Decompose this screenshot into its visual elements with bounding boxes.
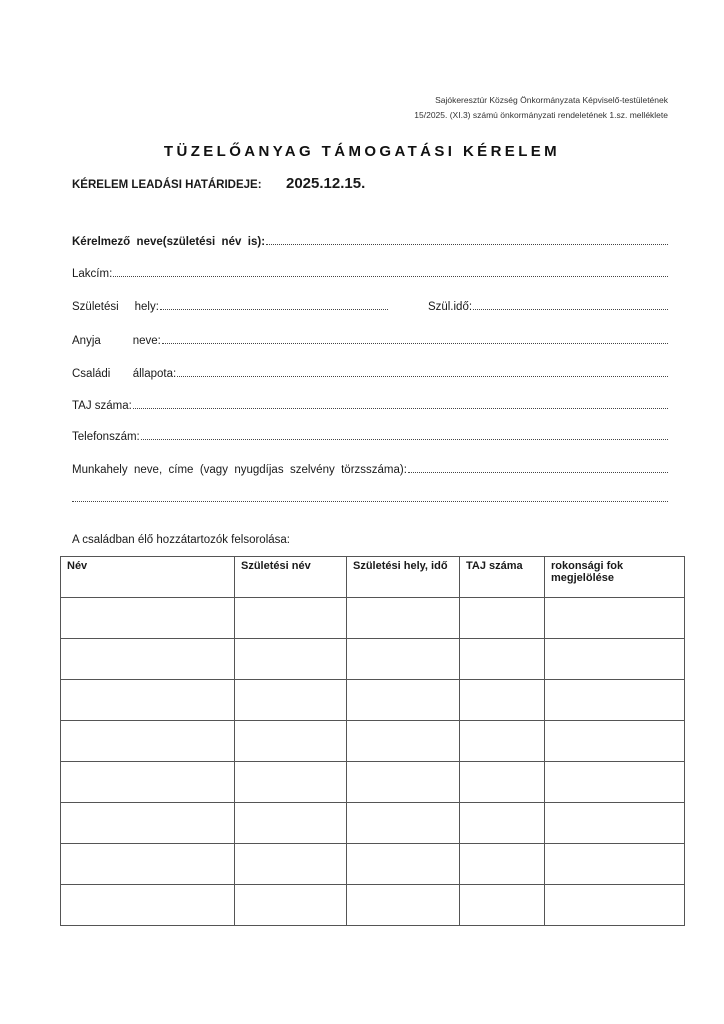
taj-number-field[interactable] (72, 396, 668, 412)
header-name: Név (61, 557, 235, 598)
cell[interactable] (460, 844, 545, 885)
header-note-line2: 15/2025. (XI.3) számú önkormányzati rendeletének 1.sz. melléklete (414, 110, 668, 120)
workplace-field[interactable] (72, 460, 668, 476)
birth-date-label: Szül.idő: (427, 301, 473, 313)
marital-status-line[interactable] (177, 375, 668, 377)
family-members-table (60, 556, 685, 926)
marital-status-label: Családi állapota: (72, 368, 177, 380)
cell[interactable] (545, 762, 685, 803)
header-birth-place-date: Születési hely, idő (347, 557, 460, 598)
cell[interactable] (347, 803, 460, 844)
cell[interactable] (347, 680, 460, 721)
cell[interactable] (235, 844, 347, 885)
cell[interactable] (347, 639, 460, 680)
cell[interactable] (61, 803, 235, 844)
table-row (61, 680, 685, 721)
address-label: Lakcím: (72, 268, 113, 280)
cell[interactable] (545, 680, 685, 721)
birth-field[interactable] (72, 297, 668, 313)
cell[interactable] (347, 721, 460, 762)
workplace-continuation-field[interactable] (72, 489, 668, 505)
applicant-name-label: Kérelmező neve(születési név is): (72, 236, 266, 248)
table-row (61, 762, 685, 803)
cell[interactable] (460, 639, 545, 680)
mother-name-line[interactable] (162, 342, 668, 344)
phone-label: Telefonszám: (72, 431, 140, 443)
address-line[interactable] (113, 275, 668, 277)
cell[interactable] (61, 721, 235, 762)
members-caption: A családban élő hozzátartozók felsorolása: (72, 534, 290, 546)
birth-place-line[interactable] (160, 308, 388, 310)
cell[interactable] (235, 639, 347, 680)
cell[interactable] (460, 598, 545, 639)
cell[interactable] (61, 680, 235, 721)
birth-place-label: Születési hely: (72, 301, 159, 313)
phone-line[interactable] (141, 438, 668, 440)
cell[interactable] (460, 803, 545, 844)
cell[interactable] (545, 721, 685, 762)
header-note-line1: Sajókeresztúr Község Önkormányzata Képviselő-testületének (435, 95, 668, 105)
deadline-value: 2025.12.15. (286, 175, 366, 192)
cell[interactable] (235, 680, 347, 721)
table-header-row (61, 557, 685, 598)
cell[interactable] (61, 885, 235, 926)
taj-number-label: TAJ száma: (72, 400, 132, 412)
applicant-name-line[interactable] (266, 243, 668, 245)
header-birth-name: Születési név (235, 557, 347, 598)
cell[interactable] (347, 762, 460, 803)
cell[interactable] (460, 721, 545, 762)
table-row (61, 803, 685, 844)
header-relationship: rokonsági fok megjelölése (545, 557, 685, 598)
marital-status-field[interactable] (72, 364, 668, 380)
page-title: TÜZELŐANYAG TÁMOGATÁSI KÉRELEM (163, 143, 561, 160)
header-taj: TAJ száma (460, 557, 545, 598)
cell[interactable] (545, 885, 685, 926)
cell[interactable] (235, 885, 347, 926)
table-row (61, 844, 685, 885)
workplace-continuation-line[interactable] (72, 500, 668, 502)
table-row (61, 598, 685, 639)
cell[interactable] (545, 844, 685, 885)
table-row (61, 721, 685, 762)
cell[interactable] (61, 762, 235, 803)
workplace-label: Munkahely neve, címe (vagy nyugdíjas szelvény törzsszáma): (72, 464, 407, 476)
cell[interactable] (61, 639, 235, 680)
table-row (61, 885, 685, 926)
cell[interactable] (235, 721, 347, 762)
address-field[interactable] (72, 264, 668, 280)
phone-field[interactable] (72, 427, 668, 443)
cell[interactable] (61, 598, 235, 639)
applicant-name-field[interactable] (72, 232, 668, 248)
cell[interactable] (235, 762, 347, 803)
cell[interactable] (460, 885, 545, 926)
cell[interactable] (61, 844, 235, 885)
birth-date-line[interactable] (473, 308, 668, 310)
cell[interactable] (545, 639, 685, 680)
mother-name-field[interactable] (72, 331, 668, 347)
workplace-line[interactable] (408, 471, 668, 473)
cell[interactable] (347, 598, 460, 639)
table-row (61, 639, 685, 680)
cell[interactable] (460, 680, 545, 721)
cell[interactable] (235, 598, 347, 639)
cell[interactable] (545, 598, 685, 639)
header-note (348, 93, 668, 123)
cell[interactable] (460, 762, 545, 803)
cell[interactable] (347, 844, 460, 885)
mother-name-label: Anyja neve: (72, 335, 161, 347)
cell[interactable] (235, 803, 347, 844)
deadline-label: KÉRELEM LEADÁSI HATÁRIDEJE: (72, 179, 262, 191)
cell[interactable] (347, 885, 460, 926)
taj-number-line[interactable] (133, 407, 668, 409)
cell[interactable] (545, 803, 685, 844)
